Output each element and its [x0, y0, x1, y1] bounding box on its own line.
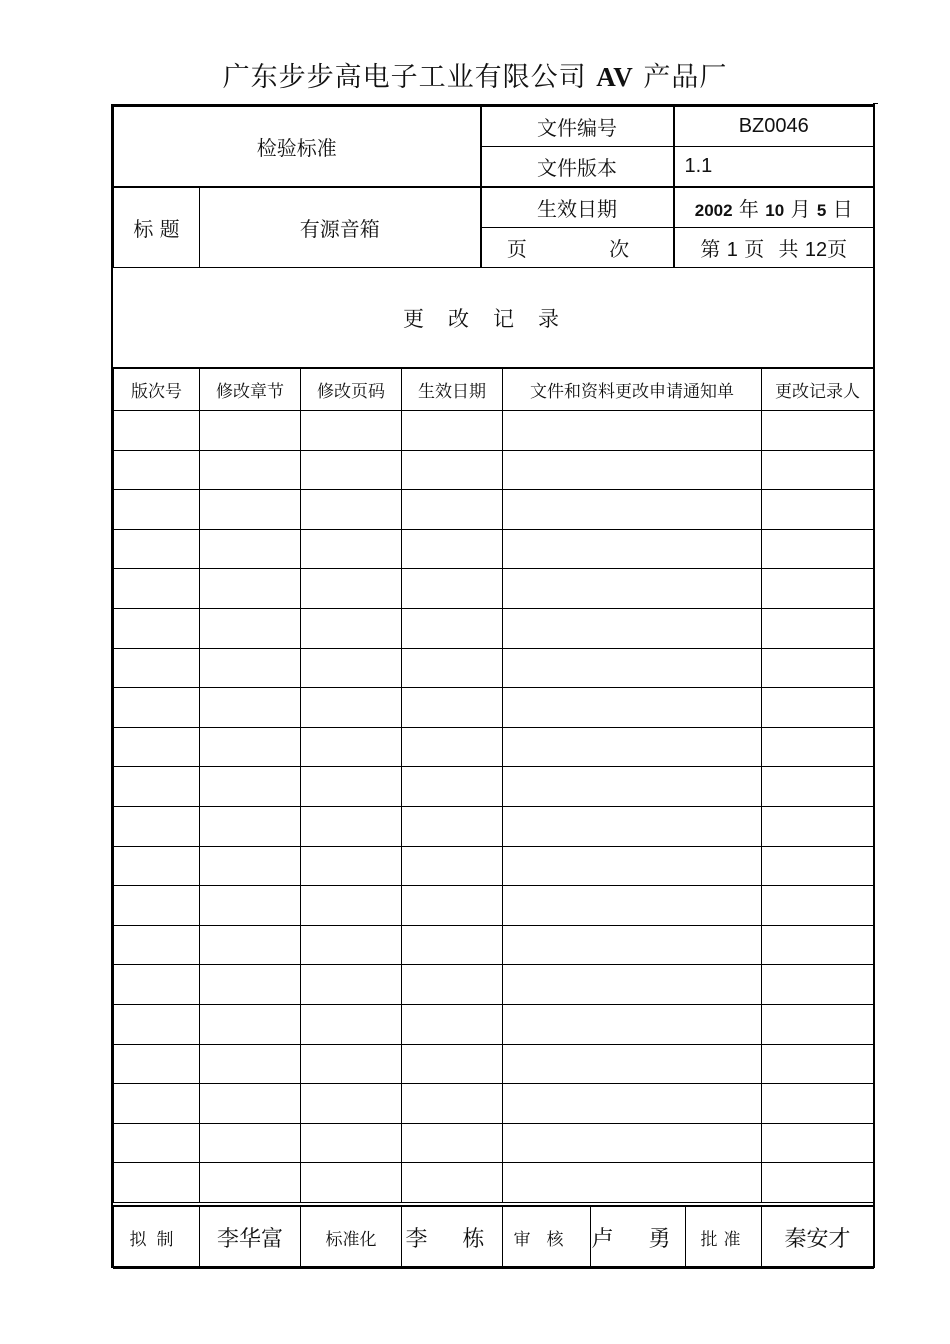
table-cell [301, 608, 402, 648]
table-cell [301, 411, 402, 451]
table-cell [503, 688, 762, 728]
change-record-table [113, 368, 874, 1203]
table-cell [114, 648, 200, 688]
change-record-header-row [114, 369, 874, 411]
table-cell [402, 688, 503, 728]
col-recorder: 更改记录人 [762, 369, 874, 411]
review-name: 卢 勇 [591, 1206, 686, 1269]
table-cell [200, 569, 301, 609]
table-cell [114, 965, 200, 1005]
table-cell [762, 1084, 874, 1124]
table-cell [503, 569, 762, 609]
table-cell [301, 767, 402, 807]
table-cell [503, 727, 762, 767]
table-cell [402, 529, 503, 569]
table-cell [762, 529, 874, 569]
table-cell [503, 1123, 762, 1163]
table-cell [402, 569, 503, 609]
table-row [114, 727, 874, 767]
table-cell [402, 411, 503, 451]
table-cell [402, 767, 503, 807]
table-cell [114, 727, 200, 767]
table-cell [200, 767, 301, 807]
table-cell [301, 846, 402, 886]
table-cell [503, 1044, 762, 1084]
table-row [114, 688, 874, 728]
version-value: 1.1 [674, 147, 874, 188]
table-cell [402, 1163, 503, 1203]
company-name-prefix: 广东步步高电子工业有限公司 [222, 62, 587, 93]
table-cell [114, 1163, 200, 1203]
table-cell [503, 1163, 762, 1203]
table-cell [114, 608, 200, 648]
table-cell [301, 727, 402, 767]
table-cell [114, 411, 200, 451]
table-cell [503, 1004, 762, 1044]
table-row [114, 411, 874, 451]
table-row [114, 846, 874, 886]
col-version: 版次号 [114, 369, 200, 411]
inspection-form [111, 104, 875, 1268]
table-cell [114, 767, 200, 807]
page-prefix: 第 [700, 237, 721, 261]
drafted-name: 李华富 [200, 1206, 301, 1269]
table-cell [200, 1044, 301, 1084]
table-row [114, 886, 874, 926]
standardization-name: 李 栋 [402, 1206, 503, 1269]
table-cell [301, 1163, 402, 1203]
table-row [114, 648, 874, 688]
table-cell [402, 846, 503, 886]
table-cell [503, 886, 762, 926]
table-cell [200, 965, 301, 1005]
standardization-label: 标准化 [301, 1206, 402, 1269]
header-table [113, 106, 874, 268]
file-no-value: BZ0046 [674, 107, 874, 147]
effective-date-value [674, 187, 874, 228]
table-cell [114, 886, 200, 926]
page-label: 页 次 [481, 228, 674, 268]
table-cell [402, 886, 503, 926]
drafted-label: 拟制 [114, 1206, 200, 1269]
table-cell [503, 1084, 762, 1124]
signoff-table [113, 1205, 874, 1269]
table-cell [200, 727, 301, 767]
table-cell [402, 1123, 503, 1163]
table-cell [402, 1004, 503, 1044]
page-total: 12 [804, 239, 828, 261]
table-cell [762, 925, 874, 965]
table-cell [301, 648, 402, 688]
col-section: 修改章节 [200, 369, 301, 411]
table-cell [114, 806, 200, 846]
table-cell [762, 688, 874, 728]
table-row [114, 569, 874, 609]
table-row [114, 490, 874, 530]
table-row [114, 1004, 874, 1044]
col-page: 修改页码 [301, 369, 402, 411]
table-cell [402, 727, 503, 767]
company-title [0, 55, 950, 94]
file-no-label: 文件编号 [481, 107, 674, 147]
effective-date-label: 生效日期 [481, 187, 674, 228]
table-cell [762, 806, 874, 846]
table-cell [301, 450, 402, 490]
page-suffix: 页 [827, 237, 848, 261]
table-cell [114, 490, 200, 530]
table-row [114, 1163, 874, 1203]
effective-year: 2002 [694, 201, 733, 220]
table-cell [301, 806, 402, 846]
approve-name: 秦安才 [762, 1206, 874, 1269]
table-cell [503, 925, 762, 965]
table-cell [402, 806, 503, 846]
table-cell [301, 886, 402, 926]
table-cell [503, 529, 762, 569]
table-cell [762, 1163, 874, 1203]
table-cell [200, 1123, 301, 1163]
table-cell [200, 608, 301, 648]
table-cell [114, 1084, 200, 1124]
table-cell [402, 965, 503, 1005]
table-cell [402, 608, 503, 648]
title-value: 有源音箱 [200, 187, 481, 268]
table-cell [301, 569, 402, 609]
table-cell [301, 688, 402, 728]
table-cell [301, 1084, 402, 1124]
version-label: 文件版本 [481, 147, 674, 188]
table-cell [762, 450, 874, 490]
effective-day-unit: 日 [832, 197, 853, 221]
approve-label: 批准 [686, 1206, 762, 1269]
table-cell [301, 1044, 402, 1084]
table-row [114, 608, 874, 648]
company-name-suffix: 产品厂 [643, 62, 728, 93]
table-cell [762, 767, 874, 807]
table-cell [200, 886, 301, 926]
company-name-av: AV [596, 62, 634, 92]
table-row [114, 767, 874, 807]
table-row [114, 1123, 874, 1163]
table-cell [114, 846, 200, 886]
table-cell [762, 490, 874, 530]
table-cell [762, 648, 874, 688]
table-cell [200, 490, 301, 530]
effective-day: 5 [816, 201, 827, 220]
table-cell [762, 1123, 874, 1163]
table-cell [200, 450, 301, 490]
table-cell [503, 965, 762, 1005]
table-cell [503, 648, 762, 688]
table-cell [762, 727, 874, 767]
table-cell [503, 767, 762, 807]
page-number: 1 [726, 239, 738, 261]
table-row [114, 965, 874, 1005]
table-cell [114, 529, 200, 569]
effective-month: 10 [765, 201, 785, 220]
table-cell [402, 1084, 503, 1124]
table-row [114, 1084, 874, 1124]
review-label: 审核 [503, 1206, 591, 1269]
effective-month-unit: 月 [790, 197, 811, 221]
table-cell [402, 1044, 503, 1084]
table-row [114, 529, 874, 569]
title-label: 标 题 [114, 187, 200, 268]
table-cell [200, 1163, 301, 1203]
table-cell [200, 1004, 301, 1044]
table-row [114, 925, 874, 965]
change-record-rows [114, 411, 874, 1203]
table-cell [503, 411, 762, 451]
page-mid: 页 共 [744, 237, 799, 261]
table-cell [402, 450, 503, 490]
effective-year-unit: 年 [738, 197, 759, 221]
table-cell [402, 490, 503, 530]
table-cell [200, 411, 301, 451]
table-cell [503, 806, 762, 846]
table-cell [762, 1004, 874, 1044]
table-cell [301, 529, 402, 569]
table-cell [762, 411, 874, 451]
change-record-title: 更改记录 [113, 268, 873, 368]
table-cell [114, 450, 200, 490]
table-cell [114, 925, 200, 965]
table-cell [402, 648, 503, 688]
table-cell [200, 806, 301, 846]
table-cell [200, 688, 301, 728]
table-cell [301, 925, 402, 965]
table-cell [114, 688, 200, 728]
table-row [114, 1044, 874, 1084]
table-cell [762, 965, 874, 1005]
table-cell [503, 490, 762, 530]
table-cell [200, 925, 301, 965]
table-cell [503, 450, 762, 490]
table-cell [200, 1084, 301, 1124]
table-cell [402, 925, 503, 965]
table-cell [762, 886, 874, 926]
table-row [114, 450, 874, 490]
table-cell [200, 529, 301, 569]
table-row [114, 806, 874, 846]
table-cell [301, 1004, 402, 1044]
table-cell [762, 608, 874, 648]
table-cell [301, 1123, 402, 1163]
table-cell [114, 1044, 200, 1084]
table-cell [200, 648, 301, 688]
table-cell [762, 569, 874, 609]
table-cell [114, 1004, 200, 1044]
col-change-notice: 文件和资料更改申请通知单 [503, 369, 762, 411]
table-cell [301, 965, 402, 1005]
table-cell [503, 846, 762, 886]
col-effective-date: 生效日期 [402, 369, 503, 411]
table-cell [762, 1044, 874, 1084]
table-cell [200, 846, 301, 886]
table-cell [503, 608, 762, 648]
page-info [674, 228, 874, 268]
table-cell [762, 846, 874, 886]
doc-type: 检验标准 [114, 107, 481, 188]
table-cell [301, 490, 402, 530]
table-cell [114, 1123, 200, 1163]
table-cell [114, 569, 200, 609]
